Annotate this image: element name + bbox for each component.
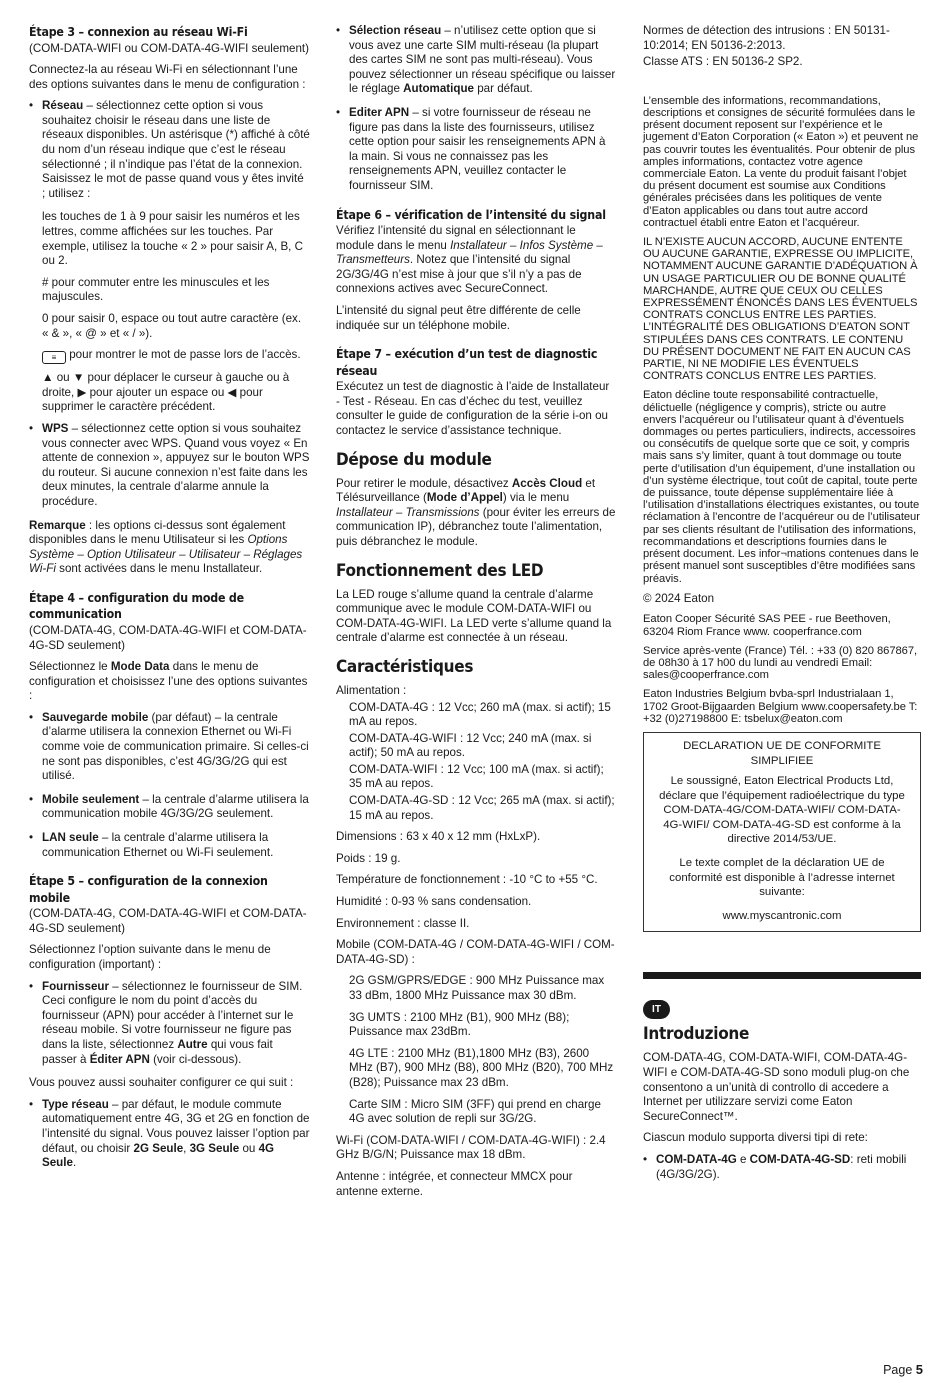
intro-text: COM-DATA-4G, COM-DATA-WIFI, COM-DATA-4G-WIFI e COM-DATA-4G-SD sono moduli plug-on che consentono a un’unità di controllo di accedere a Internet per utilizzare servizi come Eaton SecureConnect™. bbox=[643, 1051, 910, 1123]
step5-title: Étape 5 – configuration de la connexion mobile bbox=[29, 874, 268, 905]
step5-models: (COM-DATA-4G, COM-DATA-4G-WIFI et COM-DATA-4G-SD seulement) bbox=[29, 907, 307, 935]
spec-sim: Carte SIM : Micro SIM (3FF) qui prend en charge 4G avec solution de repli sur 3G/2G. bbox=[349, 1097, 601, 1126]
step6-text: Vérifiez l’intensité du signal en sélectionnant le module dans le menu Installateur – Infos Système – Transmetteurs. Notez que l’intensité du signal 2G/3G/4G n’est mise à jour que s’il n’y a pas de connexions actives avec SecureConnect. bbox=[336, 224, 603, 296]
zero-key: 0 pour saisir 0, espace ou tout autre caractère (ex. « & », « @ » et « / »). bbox=[42, 312, 302, 340]
spec-umts: 3G UMTS : 2100 MHz (B1), 900 MHz (B8); Puissance max 23dBm. bbox=[349, 1010, 570, 1039]
column-left bbox=[29, 24, 310, 1180]
option-sauvegarde: • Sauvegarde mobile (par défaut) – la centrale d’alarme utilisera la connexion Ethernet ou Wi-Fi comme voie de communication primaire. Si celles-ci ne sont pas disponibles, c’est 4G/3G/2G qui est utilisé. bbox=[29, 711, 310, 784]
it-bullet-1: • COM-DATA-4G e COM-DATA-4G-SD: reti mobili (4G/3G/2G). bbox=[643, 1153, 921, 1182]
remark: Remarque : les options ci-dessus sont également disponibles dans le menu Utilisateur si les Options Système – Option Utilisateur – Utilisateur – Réglages Wi-Fi sont activées dans le menu Installateur. bbox=[29, 518, 303, 576]
spec-hum: Humidité : 0-93 % sans condensation. bbox=[336, 895, 532, 909]
disclaimer-3: Eaton décline toute responsabilité contractuelle, délictuelle (négligence y compris), stricte ou autre envers l’acquéreur ou l’utilisateur quant à d’éventuels dommages ou pertes particuliers, indirects, accessoires ou consécutifs de quelque sorte que ce soit, y compris mais sans s’y limiter, quant à tout dommage ou toute perte d’utilisation d’un équipement, d’une installation ou d’un système électrique, tout coût de capital, toute perte de puissance, toute dépense supplémentaire liée à l’utilisation d’installations électriques existantes, ou toute réclamation à l’encontre de l’acquéreur ou de l’utilisateur par ses clients résultant de l’utilisation des informations, recommandations et descriptions fournies dans le présent document. Les infor¬mations contenues dans le présent manuel sont susceptibles d’être modifiées sans préavis. bbox=[643, 389, 920, 585]
page-number: Page 5 bbox=[883, 1362, 923, 1377]
option-selection-reseau: • Sélection réseau – n’utilisez cette option que si vous avez une carte SIM multi-réseau (la plupart des cartes SIM ne sont pas multi-réseau). Vous pouvez sélectionner un réseau spécifique ou laisser le réglage Automatique par défaut. bbox=[336, 24, 616, 97]
step6-note: L’intensité du signal peut être différente de celle indiquée sur un téléphone mobile. bbox=[336, 304, 581, 332]
disclaimer-2: IL N’EXISTE AUCUN ACCORD, AUCUNE ENTENTE OU AUCUNE GARANTIE, EXPRESSE OU IMPLICITE, NOTAMMENT AUCUNE GARANTIE D’ADÉQUATION À UN USAGE PARTICULIER OU DE BONNE QUALITÉ MARCHANDE, AUTRE QUE CEUX OU CELLES EXPRESSÉMENT ÉNONCÉS DANS LES ÉVENTUELS CONTRATS CONCLUS ENTRE LES PARTIES. L’INTÉGRALITÉ DES OBLIGATIONS D’EATON SONT STIPULÉES DANS CES CONTRATS. LE CONTENU DU PRÉSENT DOCUMENT NE FAIT EN AUCUN CAS PARTIE, NI NE MODIFIE LES ÉVENTUELS CONTRATS CONCLUS ENTRE LES PARTIES. bbox=[643, 236, 918, 383]
normes: Normes de détection des intrusions : EN 50131-10:2014; EN 50136-2:2013. bbox=[643, 24, 890, 52]
language-badge: IT bbox=[643, 1000, 670, 1019]
option-mobile: • Mobile seulement – la centrale d’alarme utilisera la communication mobile 4G/3G/2G seulement. bbox=[29, 793, 310, 822]
conformity-title: DECLARATION UE DE CONFORMITE SIMPLIFIEE bbox=[683, 739, 881, 767]
service: Service après-vente (France) Tél. : +33 (0) 820 867867, de 08h30 à 17 h00 du lundi au vendredi Email: sales@cooperfrance.com bbox=[643, 644, 918, 682]
option-fournisseur: • Fournisseur – sélectionnez le fournisseur de SIM. Ceci configure le nom du point d’accès du fournisseur (APN) pour accéder à l’internet sur le réseau mobile. Si votre fournisseur ne figure pas dans la liste, sélectionnez Autre qui vous fait passer à Éditer APN (voir ci-dessous). bbox=[29, 980, 310, 1068]
spec-dims: Dimensions : 63 x 40 x 12 mm (HxLxP). bbox=[336, 830, 541, 844]
conformity-text: Le soussigné, Eaton Electrical Products Ltd, déclare que l’équipement radioélectrique du type COM-DATA-4G/COM-DATA-WIFI/ COM-DATA-4G-WIFI/ COM-DATA-4G-SD est conforme à la directive 2014/53/UE. bbox=[659, 775, 905, 846]
spec-mobile: Mobile (COM-DATA-4G / COM-DATA-4G-WIFI / COM-DATA-4G-SD) : bbox=[336, 938, 615, 966]
option-lan: • LAN seule – la centrale d’alarme utilisera la communication Ethernet ou Wi-Fi seulement. bbox=[29, 831, 310, 860]
copyright: © 2024 Eaton bbox=[643, 591, 715, 605]
spec-alim: Alimentation : bbox=[336, 683, 407, 697]
step4-intro: Sélectionnez le Mode Data dans le menu de configuration et choisissez l’une des options suivantes : bbox=[29, 660, 308, 703]
conformity-box bbox=[643, 732, 921, 933]
spec-alim-4g: COM-DATA-4G : 12 Vcc; 260 mA (max. si actif); 15 mA au repos. bbox=[349, 700, 611, 729]
column-right bbox=[643, 24, 921, 1191]
step4-models: (COM-DATA-4G, COM-DATA-4G-WIFI et COM-DATA-4G-SD seulement) bbox=[29, 623, 307, 652]
step7-title: Étape 7 – exécution d’un test de diagnostic réseau bbox=[336, 347, 598, 378]
conformity-url[interactable]: www.myscantronic.com bbox=[722, 909, 842, 922]
column-middle bbox=[336, 24, 616, 1206]
step7-text: Exécutez un test de diagnostic à l’aide de Installateur - Test - Réseau. En cas d’échec du test, veuillez consulter le guide de configuration de la série i-on ou contactez le service d’assistance technique. bbox=[336, 380, 610, 437]
step3-models: (COM-DATA-WIFI ou COM-DATA-4G-WIFI seulement) bbox=[29, 41, 309, 55]
conformity-text-2: Le texte complet de la déclaration UE de conformité est disponible à l’adresse internet suivante: bbox=[669, 857, 895, 899]
spec-antenne: Antenne : intégrée, et connecteur MMCX pour antenne externe. bbox=[336, 1169, 573, 1198]
data-mode-list bbox=[29, 711, 310, 860]
spec-env: Environnement : classe II. bbox=[336, 916, 470, 930]
led-title: Fonctionnement des LED bbox=[336, 560, 544, 581]
disclaimer-1: L’ensemble des informations, recommandations, descriptions et consignes de sécurité formulées dans le présent document reposent sur l’expérience et le jugement d’Eaton Corporation (« Eaton ») et peuvent ne pas couvrir toutes les éventualités. Pour obtenir de plus amples informations, contactez votre agence commerciale Eaton. La vente du produit faisant l’objet du présent document est soumise aux Conditions générales précisées dans les politiques de vente d’Eaton applicables ou dans tout autre accord contractuel établi entre Eaton et l’acquéreur. bbox=[643, 94, 919, 229]
option-wps: • WPS – sélectionnez cette option si vous souhaitez vous connecter avec WPS. Quand vous voyez « En attente de connexion », appuyez sur le bouton WPS du routeur. Si aucune connexion n’est faite dans les deux minutes, la centrale d’alarme annule la procédure. bbox=[29, 422, 310, 510]
spec-gsm: 2G GSM/GPRS/EDGE : 900 MHz Puissance max 33 dBm, 1800 MHz Puissance max 30 dBm. bbox=[349, 974, 605, 1002]
hash-key: # pour commuter entre les minuscules et les majuscules. bbox=[42, 275, 270, 304]
spec-lte: 4G LTE : 2100 MHz (B1),1800 MHz (B3), 2600 MHz (B7), 900 MHz (B8), 800 MHz (B20), 700 MHz (B28); Puissance max 23 dBm. bbox=[349, 1046, 614, 1089]
option-editer-apn: • Editer APN – si votre fournisseur de réseau ne figure pas dans la liste des fournisseurs, utilisez cette option pour saisir les renseignements APN à la main. Si vous ne connaissez pas les renseignements APN, veuillez contacter le fournisseur SIM. bbox=[336, 106, 616, 194]
address: Eaton Cooper Sécurité SAS PEE - rue Beethoven, 63204 Riom France www. cooperfrance.com bbox=[643, 613, 891, 638]
section-divider bbox=[643, 972, 921, 979]
step3-title: Étape 3 – connexion au réseau Wi-Fi bbox=[29, 25, 248, 39]
arrows-text: ▲ ou ▼ pour déplacer le curseur à gauche ou à droite, ▶ pour ajouter un espace ou ◀ pour supprimer le caractère précédent. bbox=[42, 371, 290, 414]
classe-ats: Classe ATS : EN 50136-2 SP2. bbox=[643, 55, 803, 69]
spec-alim-4gwifi: COM-DATA-4G-WIFI : 12 Vcc; 240 mA (max. si actif); 50 mA au repos. bbox=[349, 731, 592, 760]
wifi-options-list bbox=[29, 99, 310, 201]
menu-key-icon: ≡ bbox=[42, 351, 66, 364]
spec-alim-wifi: COM-DATA-WIFI : 12 Vcc; 100 mA (max. si actif); 35 mA au repos. bbox=[349, 762, 604, 791]
spec-wifi: Wi-Fi (COM-DATA-WIFI / COM-DATA-4G-WIFI) : 2.4 GHz B/G/N; Puissance max 18 dBm. bbox=[336, 1133, 606, 1162]
led-text: La LED rouge s’allume quand la centrale d’alarme communique avec le module COM-DATA-WIFI ou COM-DATA-4G-WIFI. La LED verte s’allume quand la centrale d’alarme est connectée à un réseau. bbox=[336, 587, 612, 645]
depose-text: Pour retirer le module, désactivez Accès Cloud et Télésurveillance (Mode d’Appel) via le menu Installateur – Transmissions (pour éviter les erreurs de communication IP), débranchez toute l’alimentation, puis débranchez le module. bbox=[336, 476, 616, 548]
spec-title: Caractéristiques bbox=[336, 656, 474, 677]
also-config: Vous pouvez aussi souhaiter configurer ce qui suit : bbox=[29, 1076, 294, 1090]
spec-alim-sd: COM-DATA-4G-SD : 12 Vcc; 265 mA (max. si actif); 15 mA au repos. bbox=[349, 794, 615, 822]
step4-title: Étape 4 – configuration du mode de communication bbox=[29, 590, 244, 622]
depose-title: Dépose du module bbox=[336, 449, 492, 470]
belgium-address: Eaton Industries Belgium bvba-sprl Industrialaan 1, 1702 Groot-Bijgaarden Belgium www.coopersafety.be T: +32 (0)27198800 E: tsbelux@eaton.com bbox=[643, 688, 918, 725]
step5-intro: Sélectionnez l’option suivante dans le menu de configuration (important) : bbox=[29, 943, 271, 971]
step3-intro: Connectez-la au réseau Wi-Fi en sélectionnant l’une des options suivantes dans le menu de configuration : bbox=[29, 63, 306, 91]
spec-poids: Poids : 19 g. bbox=[336, 851, 401, 865]
menu-key-text: ≡ pour montrer le mot de passe lors de l’accès. bbox=[42, 348, 310, 364]
intro-text-2: Ciascun modulo supporta diversi tipi di rete: bbox=[643, 1131, 868, 1145]
intro-title: Introduzione bbox=[643, 1024, 750, 1045]
option-type-reseau: • Type réseau – par défaut, le module commute automatiquement entre 4G, 3G et 2G en fonction de l’intensité du signal. Vous pouvez laisser l’option par défaut, ou choisir 2G Seule, 3G Seule ou 4G Seule. bbox=[29, 1098, 310, 1171]
spec-temp: Température de fonctionnement : -10 °C to +55 °C. bbox=[336, 873, 598, 887]
keys-1-9: les touches de 1 à 9 pour saisir les numéros et les lettres, comme affichées sur les touches. Par exemple, utilisez la touche « 2 » pour saisir A, B, C ou 2. bbox=[42, 210, 303, 268]
option-reseau: • Réseau – sélectionnez cette option si vous souhaitez choisir le réseau dans une liste de réseaux disponibles. Un astérisque (*) affiché à côté du nom d’un réseau indique que c’est le réseau sélectionné ; il n’indique pas l’état de la connexion. Saisissez le mot de passe quand vous y êtes invité ; utilisez : bbox=[29, 99, 310, 201]
step6-title: Étape 6 – vérification de l’intensité du signal bbox=[336, 207, 606, 222]
